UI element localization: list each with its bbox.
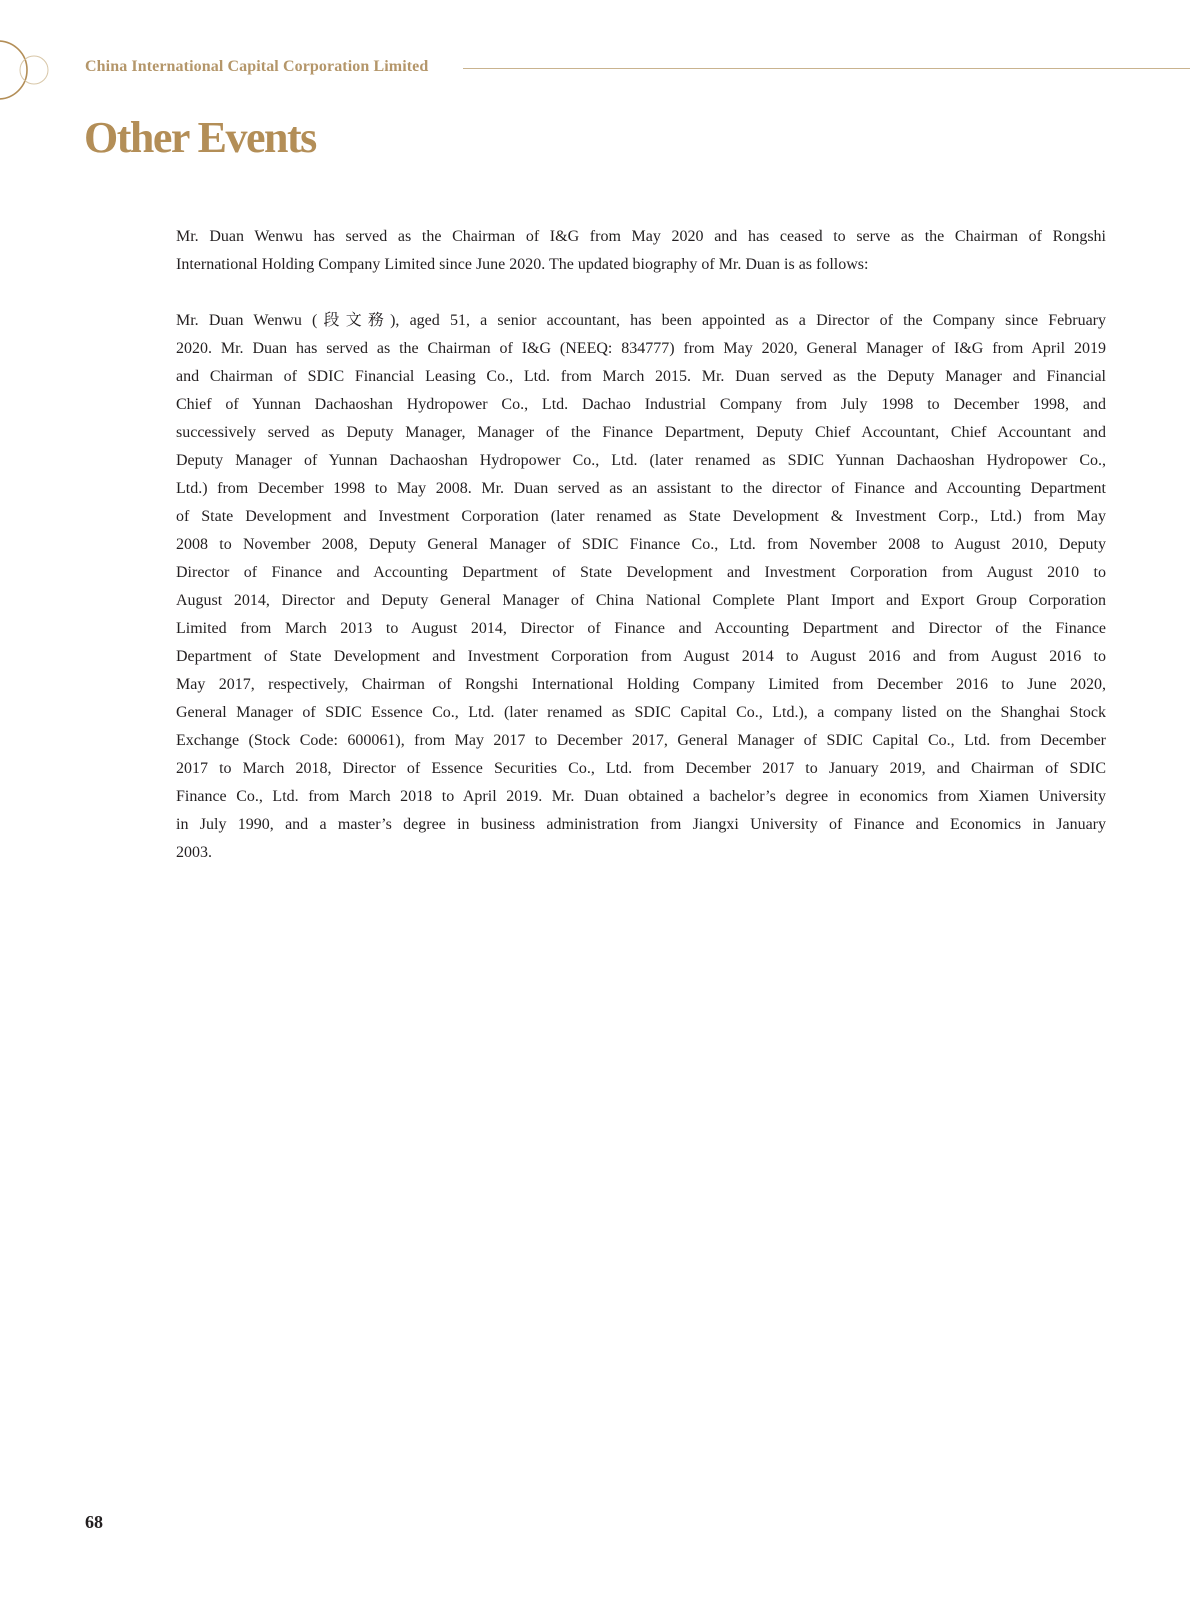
text-line: General Manager of SDIC Essence Co., Ltd. (later renamed as SDIC Capital Co., Ltd.), a company listed on the Shanghai Stock [176,704,1106,721]
paragraph [176,307,1106,867]
text-line: Ltd.) from December 1998 to May 2008. Mr. Duan served as an assistant to the director of Finance and Accounting Department [176,480,1106,497]
page-number: 68 [85,1512,103,1532]
text-line: 2017 to March 2018, Director of Essence Securities Co., Ltd. from December 2017 to January 2019, and Chairman of SDIC [176,760,1106,777]
text-line: International Holding Company Limited since June 2020. The updated biography of Mr. Duan is as follows: [176,256,869,273]
text-line: 2003. [176,844,212,861]
text-line: May 2017, respectively, Chairman of Rongshi International Holding Company Limited from December 2016 to June 2020, [176,676,1106,693]
text-line: Director of Finance and Accounting Department of State Development and Investment Corporation from August 2010 to [176,564,1106,581]
text-line: Finance Co., Ltd. from March 2018 to April 2019. Mr. Duan obtained a bachelor’s degree in economics from Xiamen University [176,788,1106,805]
text-line: Department of State Development and Investment Corporation from August 2014 to August 2016 and from August 2016 to [176,648,1106,665]
body-text [176,223,1106,895]
text-line: and Chairman of SDIC Financial Leasing Co., Ltd. from March 2015. Mr. Duan served as the Deputy Manager and Financial [176,368,1106,385]
company-name: China International Capital Corporation Limited [85,58,429,75]
text-line: in July 1990, and a master’s degree in business administration from Jiangxi University of Finance and Economics in January [176,816,1106,833]
text-line: Exchange (Stock Code: 600061), from May 2017 to December 2017, General Manager of SDIC Capital Co., Ltd. from December [176,732,1106,749]
header-rule [463,68,1190,69]
text-line: Mr. Duan Wenwu has served as the Chairman of I&G from May 2020 and has ceased to serve as the Chairman of Rongshi [176,228,1106,245]
text-line: of State Development and Investment Corporation (later renamed as State Development & Investment Corp., Ltd.) from May [176,508,1106,525]
text-line: Mr. Duan Wenwu (段文務), aged 51, a senior accountant, has been appointed as a Director of the Company since February [176,312,1106,329]
text-line: August 2014, Director and Deputy General Manager of China National Complete Plant Import and Export Group Corporation [176,592,1106,609]
text-line: Deputy Manager of Yunnan Dachaoshan Hydropower Co., Ltd. (later renamed as SDIC Yunnan Dachaoshan Hydropower Co., [176,452,1106,469]
page-title: Other Events [84,113,316,162]
text-line: Chief of Yunnan Dachaoshan Hydropower Co., Ltd. Dachao Industrial Company from July 1998 to December 1998, and [176,396,1106,413]
circles-logo-decoration [0,0,60,110]
text-line: Limited from March 2013 to August 2014, Director of Finance and Accounting Department and Director of the Finance [176,620,1106,637]
text-line: successively served as Deputy Manager, Manager of the Finance Department, Deputy Chief Accountant, Chief Accountant and [176,424,1106,441]
text-line: 2008 to November 2008, Deputy General Manager of SDIC Finance Co., Ltd. from November 2008 to August 2010, Deputy [176,536,1106,553]
text-line: 2020. Mr. Duan has served as the Chairman of I&G (NEEQ: 834777) from May 2020, General Manager of I&G from April 2019 [176,340,1106,357]
paragraph [176,223,1106,279]
